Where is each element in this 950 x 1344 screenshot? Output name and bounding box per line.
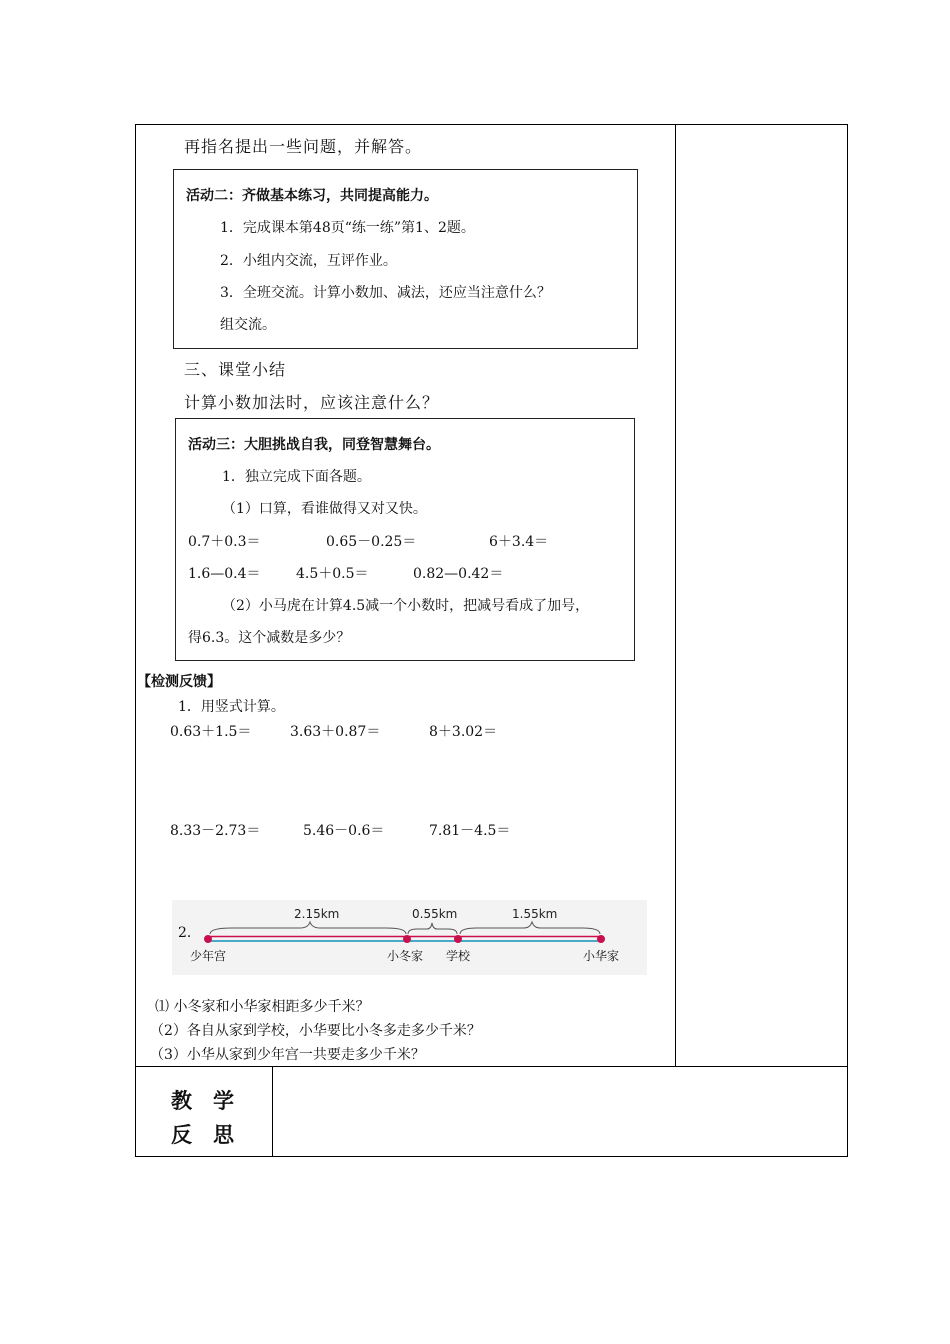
distance-diagram-svg	[172, 900, 647, 975]
distance-label-2: 0.55km	[412, 907, 458, 921]
brace-2	[408, 923, 457, 934]
distance-label-3: 1.55km	[512, 907, 558, 921]
oral-calc-6: 0.82—0.42＝	[413, 566, 504, 582]
activity2-item-2: 2．小组内交流，互评作业。	[220, 253, 397, 269]
vertical-calc-4: 8.33－2.73＝	[170, 823, 261, 839]
activity2-title: 活动二：齐做基本练习，共同提高能力。	[186, 188, 438, 204]
vertical-calc-2: 3.63＋0.87＝	[290, 724, 381, 740]
map-question-2: （2）各自从家到学校，小华要比小冬多走多少千米？	[150, 1023, 481, 1039]
oral-calc-5: 4.5＋0.5＝	[296, 566, 369, 582]
oral-calc-2: 0.65－0.25＝	[326, 534, 417, 550]
point-school	[454, 935, 462, 943]
feedback-q1: 1．用竖式计算。	[178, 699, 285, 715]
map-question-1: ⑴ 小冬家和小华家相距多少千米？	[155, 999, 370, 1015]
activity3-title: 活动三：大胆挑战自我，同登智慧舞台。	[188, 437, 440, 453]
map-question-3: （3）小华从家到少年宫一共要走多少千米？	[150, 1047, 425, 1063]
section3-question: 计算小数加法时，应该注意什么？	[184, 393, 440, 412]
activity3-sub-2-line1: （2）小马虎在计算4.5减一个小数时，把减号看成了加号，	[222, 598, 590, 614]
point-xiaodong-home	[403, 935, 411, 943]
table-border-left	[135, 124, 136, 1157]
activity2-item-3: 3．全班交流。计算小数加、减法，还应当注意什么？	[220, 285, 551, 301]
place-label-school: 学校	[446, 949, 471, 963]
place-label-xiaodong-home: 小冬家	[387, 949, 424, 963]
place-label-xiaohua-home: 小华家	[583, 949, 620, 963]
activity3-sub-1: （1）口算，看谁做得又对又快。	[222, 501, 427, 517]
table-border-bottom	[135, 1156, 848, 1157]
oral-calc-3: 6＋3.4＝	[489, 534, 549, 550]
point-xiaohua-home	[597, 935, 605, 943]
activity3-sub-2-line2: 得6.3。这个减数是多少？	[188, 630, 351, 646]
reflection-divider	[272, 1066, 273, 1157]
section3-heading: 三、课堂小结	[184, 360, 287, 379]
vertical-calc-6: 7.81－4.5＝	[429, 823, 511, 839]
feedback-q2-number: 2．	[178, 925, 201, 941]
brace-1	[210, 922, 406, 934]
vertical-calc-3: 8＋3.02＝	[429, 724, 498, 740]
feedback-heading: 【检测反馈】	[137, 674, 221, 690]
reflection-label-line1: 教 学	[171, 1089, 234, 1113]
place-label-youth-palace: 少年宫	[190, 949, 227, 963]
oral-calc-4: 1.6—0.4＝	[188, 566, 261, 582]
intro-line: 再指名提出一些问题，并解答。	[184, 137, 423, 156]
table-divider-middle	[675, 124, 676, 1066]
reflection-label-line2: 反 思	[171, 1123, 234, 1147]
vertical-calc-5: 5.46－0.6＝	[303, 823, 385, 839]
activity2-item-1: 1．完成课本第48页“练一练”第1、2题。	[220, 220, 475, 236]
table-border-right	[847, 124, 848, 1157]
table-border-top	[135, 124, 848, 125]
activity3-item-1: 1．独立完成下面各题。	[222, 469, 371, 485]
table-row-divider	[135, 1066, 848, 1067]
brace-3	[460, 922, 600, 934]
point-youth-palace	[204, 935, 212, 943]
distance-diagram	[172, 900, 647, 975]
distance-label-1: 2.15km	[294, 907, 340, 921]
activity2-tail: 组交流。	[220, 317, 276, 333]
oral-calc-1: 0.7＋0.3＝	[188, 534, 261, 550]
vertical-calc-1: 0.63＋1.5＝	[170, 724, 252, 740]
